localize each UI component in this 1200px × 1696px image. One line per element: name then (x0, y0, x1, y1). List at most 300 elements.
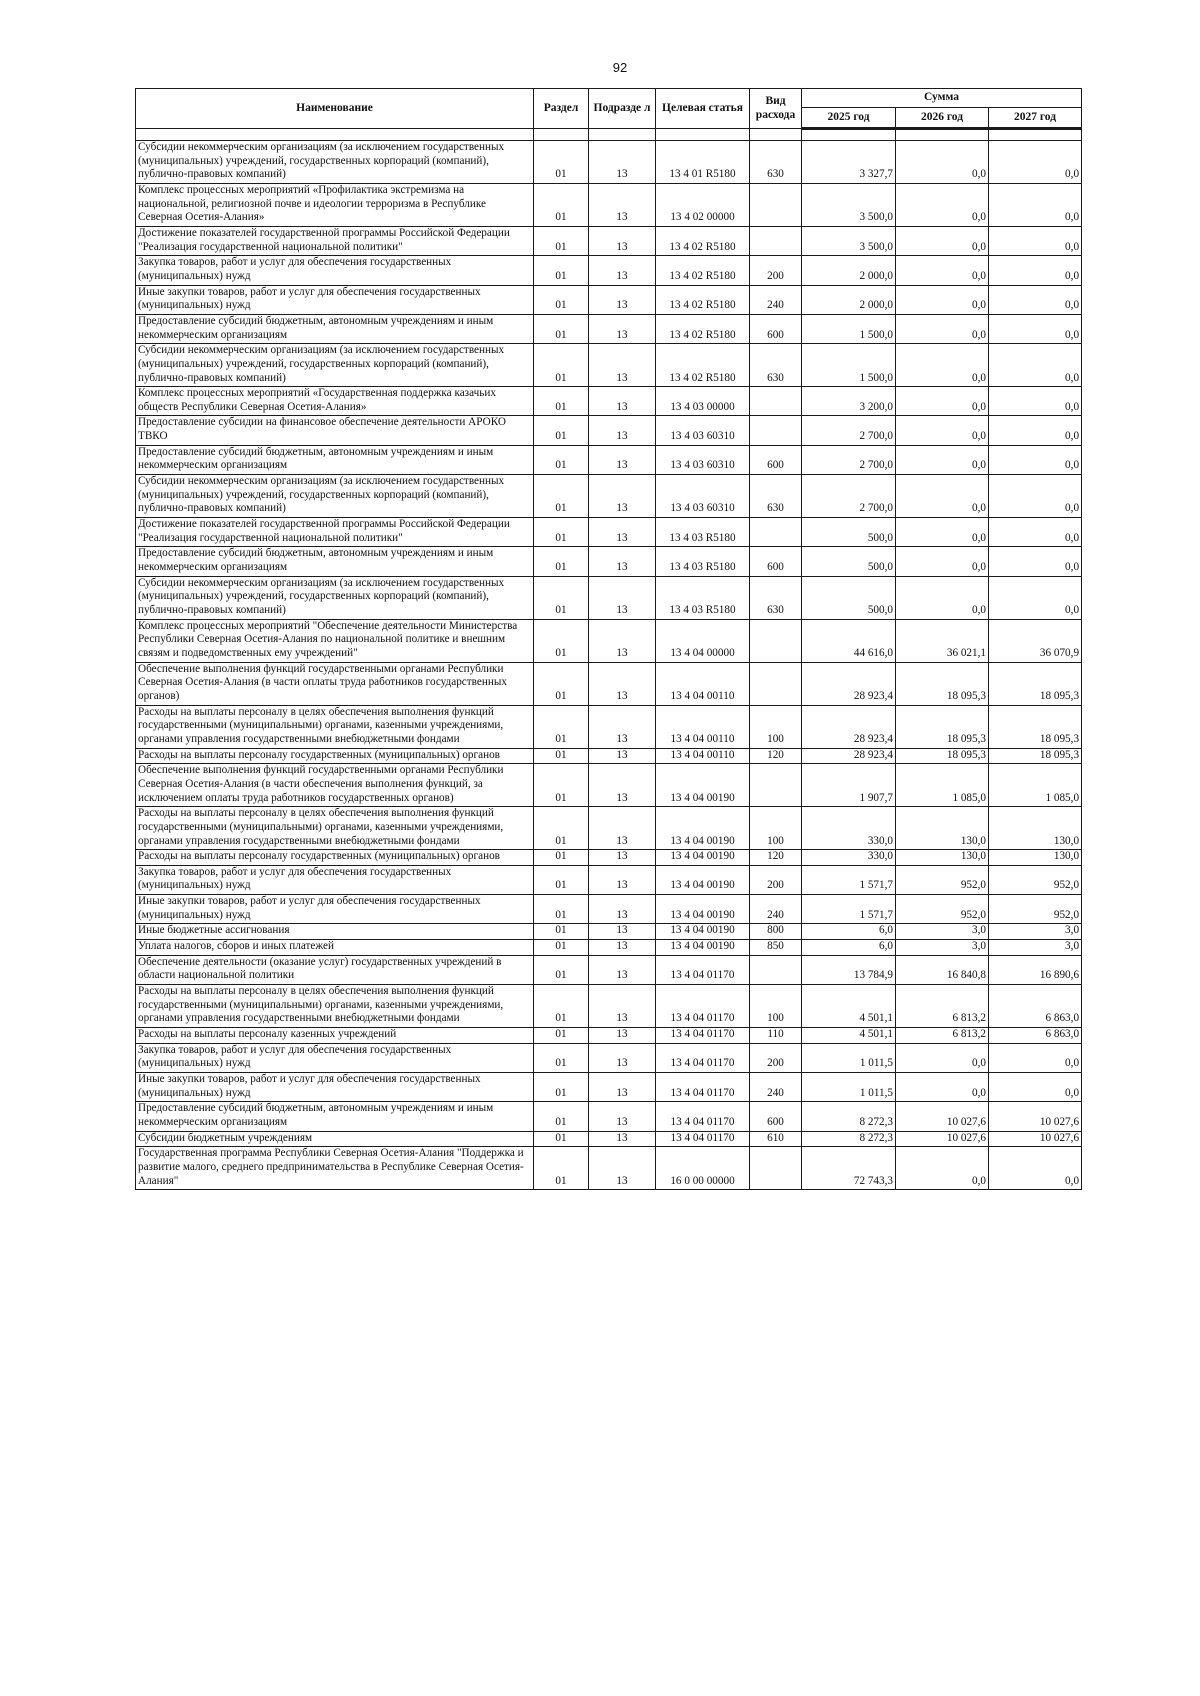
row-section: 01 (534, 256, 589, 285)
row-sum-2025: 500,0 (802, 547, 896, 576)
row-sum-2025: 3 500,0 (802, 183, 896, 226)
row-section: 01 (534, 850, 589, 866)
row-name: Предоставление субсидий бюджетным, автономным учреждениям и иным некоммерческим организациям (136, 1102, 534, 1131)
row-target-article: 13 4 03 60310 (656, 445, 750, 474)
row-sum-2026: 10 027,6 (896, 1102, 989, 1131)
row-target-article: 13 4 04 00110 (656, 662, 750, 705)
row-sum-2025: 4 501,1 (802, 985, 896, 1028)
row-name: Закупка товаров, работ и услуг для обеспечения государственных (муниципальных) нужд (136, 1043, 534, 1072)
row-sum-2026: 952,0 (896, 895, 989, 924)
table-row (136, 619, 1082, 662)
row-name: Расходы на выплаты персоналу в целях обеспечения выполнения функций государственными (муниципальными) органами, казенными учреждениями, органами управления государственными внебюджетными фондами (136, 985, 534, 1028)
row-name: Субсидии некоммерческим организациям (за исключением государственных (муниципальных) учреждений, государственных корпораций (компаний), публично-правовых компаний) (136, 141, 534, 184)
row-subsection: 13 (589, 1043, 656, 1072)
row-expense-type: 240 (750, 895, 802, 924)
row-sum-2027: 0,0 (989, 1073, 1082, 1102)
row-sum-2027: 10 027,6 (989, 1131, 1082, 1147)
table-header (136, 89, 1082, 129)
row-subsection: 13 (589, 1073, 656, 1102)
row-sum-2026: 0,0 (896, 285, 989, 314)
row-section: 01 (534, 1102, 589, 1131)
row-sum-2025: 1 907,7 (802, 764, 896, 807)
row-subsection: 13 (589, 141, 656, 184)
row-expense-type: 100 (750, 985, 802, 1028)
row-sum-2027: 0,0 (989, 183, 1082, 226)
row-sum-2026: 3,0 (896, 924, 989, 940)
row-section: 01 (534, 807, 589, 850)
row-expense-type (750, 764, 802, 807)
row-sum-2026: 130,0 (896, 850, 989, 866)
row-sum-2027: 0,0 (989, 445, 1082, 474)
row-expense-type: 610 (750, 1131, 802, 1147)
row-section: 01 (534, 344, 589, 387)
row-section: 01 (534, 619, 589, 662)
row-sum-2026: 0,0 (896, 445, 989, 474)
row-subsection: 13 (589, 955, 656, 984)
page-number: 92 (612, 60, 628, 75)
row-target-article: 13 4 04 01170 (656, 955, 750, 984)
row-section: 01 (534, 314, 589, 343)
row-sum-2026: 6 813,2 (896, 1028, 989, 1044)
table-row (136, 387, 1082, 416)
row-sum-2027: 36 070,9 (989, 619, 1082, 662)
table-row (136, 344, 1082, 387)
row-sum-2025: 8 272,3 (802, 1102, 896, 1131)
table-row (136, 895, 1082, 924)
row-section: 01 (534, 285, 589, 314)
row-sum-2025: 2 000,0 (802, 285, 896, 314)
row-expense-type: 600 (750, 547, 802, 576)
row-subsection: 13 (589, 387, 656, 416)
row-expense-type: 240 (750, 1073, 802, 1102)
row-subsection: 13 (589, 314, 656, 343)
row-subsection: 13 (589, 416, 656, 445)
row-subsection: 13 (589, 662, 656, 705)
row-name: Достижение показателей государственной программы Российской Федерации "Реализация государственной национальной политики" (136, 518, 534, 547)
row-name: Комплекс процессных мероприятий "Обеспечение деятельности Министерства Республики Северная Осетия-Алания по национальной политике и внешним связям и подведомственных ему учреждений" (136, 619, 534, 662)
row-expense-type: 200 (750, 865, 802, 894)
row-target-article: 13 4 04 00190 (656, 764, 750, 807)
row-sum-2027: 3,0 (989, 924, 1082, 940)
row-section: 01 (534, 662, 589, 705)
row-sum-2025: 330,0 (802, 850, 896, 866)
row-target-article: 13 4 02 R5180 (656, 344, 750, 387)
row-sum-2025: 2 700,0 (802, 445, 896, 474)
table-row (136, 183, 1082, 226)
row-sum-2025: 28 923,4 (802, 662, 896, 705)
row-expense-type: 630 (750, 576, 802, 619)
row-section: 01 (534, 895, 589, 924)
row-sum-2026: 1 085,0 (896, 764, 989, 807)
row-name: Субсидии некоммерческим организациям (за исключением государственных (муниципальных) учреждений, государственных корпораций (компаний), публично-правовых компаний) (136, 576, 534, 619)
row-sum-2025: 1 011,5 (802, 1043, 896, 1072)
row-sum-2027: 0,0 (989, 314, 1082, 343)
row-subsection: 13 (589, 1028, 656, 1044)
row-name: Предоставление субсидий бюджетным, автономным учреждениям и иным некоммерческим организациям (136, 547, 534, 576)
row-target-article: 13 4 03 R5180 (656, 518, 750, 547)
row-section: 01 (534, 1043, 589, 1072)
row-subsection: 13 (589, 705, 656, 748)
table-row (136, 1131, 1082, 1147)
table-row (136, 940, 1082, 956)
row-target-article: 13 4 04 00000 (656, 619, 750, 662)
row-name: Иные закупки товаров, работ и услуг для обеспечения государственных (муниципальных) нужд (136, 285, 534, 314)
row-subsection: 13 (589, 256, 656, 285)
row-sum-2025: 1 571,7 (802, 865, 896, 894)
row-sum-2025: 3 500,0 (802, 226, 896, 255)
table-row (136, 518, 1082, 547)
row-sum-2026: 36 021,1 (896, 619, 989, 662)
row-expense-type: 240 (750, 285, 802, 314)
row-subsection: 13 (589, 518, 656, 547)
row-subsection: 13 (589, 183, 656, 226)
row-sum-2027: 6 863,0 (989, 985, 1082, 1028)
row-sum-2026: 0,0 (896, 518, 989, 547)
row-sum-2027: 0,0 (989, 387, 1082, 416)
row-name: Иные бюджетные ассигнования (136, 924, 534, 940)
row-target-article: 13 4 03 60310 (656, 475, 750, 518)
row-sum-2025: 500,0 (802, 518, 896, 547)
row-subsection: 13 (589, 764, 656, 807)
row-sum-2026: 0,0 (896, 416, 989, 445)
row-sum-2027: 18 095,3 (989, 748, 1082, 764)
row-expense-type (750, 387, 802, 416)
row-sum-2027: 0,0 (989, 226, 1082, 255)
row-subsection: 13 (589, 940, 656, 956)
row-target-article: 13 4 02 R5180 (656, 256, 750, 285)
row-sum-2026: 0,0 (896, 256, 989, 285)
row-expense-type (750, 662, 802, 705)
row-sum-2026: 0,0 (896, 1073, 989, 1102)
row-subsection: 13 (589, 226, 656, 255)
row-sum-2027: 952,0 (989, 865, 1082, 894)
row-sum-2027: 0,0 (989, 518, 1082, 547)
row-target-article: 13 4 04 00190 (656, 895, 750, 924)
table-row (136, 314, 1082, 343)
row-name: Расходы на выплаты персоналу в целях обеспечения выполнения функций государственными (муниципальными) органами, казенными учреждениями, органами управления государственными внебюджетными фондами (136, 705, 534, 748)
row-target-article: 13 4 04 00190 (656, 807, 750, 850)
row-section: 01 (534, 387, 589, 416)
row-subsection: 13 (589, 619, 656, 662)
row-expense-type: 630 (750, 141, 802, 184)
row-sum-2027: 18 095,3 (989, 662, 1082, 705)
header-sum: Сумма (802, 89, 1082, 108)
row-name: Уплата налогов, сборов и иных платежей (136, 940, 534, 956)
row-subsection: 13 (589, 445, 656, 474)
row-sum-2025: 6,0 (802, 924, 896, 940)
row-target-article: 13 4 04 00110 (656, 748, 750, 764)
table-row (136, 1147, 1082, 1190)
row-sum-2027: 18 095,3 (989, 705, 1082, 748)
row-target-article: 13 4 04 00190 (656, 865, 750, 894)
table-row (136, 256, 1082, 285)
row-expense-type: 850 (750, 940, 802, 956)
table-row (136, 924, 1082, 940)
row-expense-type: 600 (750, 1102, 802, 1131)
row-sum-2026: 18 095,3 (896, 662, 989, 705)
row-sum-2025: 1 500,0 (802, 344, 896, 387)
row-sum-2025: 330,0 (802, 807, 896, 850)
row-sum-2025: 13 784,9 (802, 955, 896, 984)
row-sum-2026: 0,0 (896, 387, 989, 416)
table-row (136, 1043, 1082, 1072)
row-sum-2025: 1 500,0 (802, 314, 896, 343)
table-row (136, 285, 1082, 314)
row-target-article: 13 4 04 00190 (656, 924, 750, 940)
table-row (136, 764, 1082, 807)
header-year-2026: 2026 год (896, 108, 989, 129)
row-section: 01 (534, 445, 589, 474)
row-sum-2025: 4 501,1 (802, 1028, 896, 1044)
row-sum-2027: 1 085,0 (989, 764, 1082, 807)
row-target-article: 13 4 01 R5180 (656, 141, 750, 184)
table-row (136, 865, 1082, 894)
header-target-article: Целевая статья (656, 89, 750, 129)
row-name: Предоставление субсидии на финансовое обеспечение деятельности АРОКО ТВКО (136, 416, 534, 445)
row-section: 01 (534, 576, 589, 619)
row-sum-2025: 3 200,0 (802, 387, 896, 416)
row-name: Комплекс процессных мероприятий «Государственная поддержка казачьих обществ Республики Северная Осетия-Алания» (136, 387, 534, 416)
row-name: Обеспечение выполнения функций государственными органами Республики Северная Осетия-Алания (в части оплаты труда работников государственных органов) (136, 662, 534, 705)
row-subsection: 13 (589, 576, 656, 619)
row-sum-2026: 0,0 (896, 183, 989, 226)
row-sum-2027: 0,0 (989, 1147, 1082, 1190)
row-sum-2026: 6 813,2 (896, 985, 989, 1028)
row-sum-2026: 10 027,6 (896, 1131, 989, 1147)
row-expense-type (750, 1147, 802, 1190)
row-target-article: 13 4 02 R5180 (656, 285, 750, 314)
row-target-article: 16 0 00 00000 (656, 1147, 750, 1190)
table-row (136, 1073, 1082, 1102)
row-name: Предоставление субсидий бюджетным, автономным учреждениям и иным некоммерческим организациям (136, 314, 534, 343)
row-target-article: 13 4 04 01170 (656, 1102, 750, 1131)
row-expense-type (750, 416, 802, 445)
table-row (136, 576, 1082, 619)
row-subsection: 13 (589, 924, 656, 940)
row-target-article: 13 4 04 01170 (656, 1073, 750, 1102)
row-subsection: 13 (589, 748, 656, 764)
header-expense-type: Вид расхода (750, 89, 802, 129)
row-sum-2025: 28 923,4 (802, 748, 896, 764)
table-row (136, 416, 1082, 445)
row-section: 01 (534, 226, 589, 255)
row-target-article: 13 4 04 00110 (656, 705, 750, 748)
row-section: 01 (534, 865, 589, 894)
row-subsection: 13 (589, 895, 656, 924)
row-sum-2027: 0,0 (989, 547, 1082, 576)
row-subsection: 13 (589, 547, 656, 576)
row-sum-2027: 16 890,6 (989, 955, 1082, 984)
table-row (136, 445, 1082, 474)
row-target-article: 13 4 03 00000 (656, 387, 750, 416)
row-name: Субсидии бюджетным учреждениям (136, 1131, 534, 1147)
row-sum-2026: 0,0 (896, 1147, 989, 1190)
row-name: Государственная программа Республики Северная Осетия-Алания "Поддержка и развитие малого, среднего предпринимательства в Республике Северная Осетия-Алания" (136, 1147, 534, 1190)
row-section: 01 (534, 475, 589, 518)
row-subsection: 13 (589, 807, 656, 850)
row-expense-type (750, 955, 802, 984)
row-section: 01 (534, 705, 589, 748)
row-sum-2025: 6,0 (802, 940, 896, 956)
row-sum-2026: 3,0 (896, 940, 989, 956)
row-target-article: 13 4 03 R5180 (656, 547, 750, 576)
row-section: 01 (534, 547, 589, 576)
row-target-article: 13 4 04 01170 (656, 1028, 750, 1044)
row-name: Комплекс процессных мероприятий «Профилактика экстремизма на национальной, религиозной почве и идеологии терроризма в Республике Северная Осетия-Алания» (136, 183, 534, 226)
header-year-2025: 2025 год (802, 108, 896, 129)
row-expense-type: 100 (750, 807, 802, 850)
row-sum-2027: 0,0 (989, 416, 1082, 445)
row-expense-type (750, 226, 802, 255)
row-sum-2027: 952,0 (989, 895, 1082, 924)
row-subsection: 13 (589, 1131, 656, 1147)
row-section: 01 (534, 1131, 589, 1147)
row-name: Расходы на выплаты персоналу в целях обеспечения выполнения функций государственными (муниципальными) органами, казенными учреждениями, органами управления государственными внебюджетными фондами (136, 807, 534, 850)
row-target-article: 13 4 03 60310 (656, 416, 750, 445)
row-section: 01 (534, 764, 589, 807)
row-sum-2026: 0,0 (896, 314, 989, 343)
row-sum-2026: 0,0 (896, 141, 989, 184)
table-row (136, 955, 1082, 984)
row-name: Субсидии некоммерческим организациям (за исключением государственных (муниципальных) учреждений, государственных корпораций (компаний), публично-правовых компаний) (136, 344, 534, 387)
table-row (136, 662, 1082, 705)
row-sum-2025: 2 700,0 (802, 475, 896, 518)
row-target-article: 13 4 02 R5180 (656, 314, 750, 343)
table-row (136, 985, 1082, 1028)
table-row (136, 748, 1082, 764)
row-sum-2025: 8 272,3 (802, 1131, 896, 1147)
row-sum-2026: 0,0 (896, 475, 989, 518)
row-sum-2027: 0,0 (989, 475, 1082, 518)
row-sum-2026: 0,0 (896, 576, 989, 619)
table-row (136, 475, 1082, 518)
row-sum-2027: 0,0 (989, 285, 1082, 314)
row-name: Достижение показателей государственной программы Российской Федерации "Реализация государственной национальной политики" (136, 226, 534, 255)
row-expense-type: 110 (750, 1028, 802, 1044)
row-sum-2027: 0,0 (989, 141, 1082, 184)
row-section: 01 (534, 940, 589, 956)
table-row (136, 850, 1082, 866)
budget-table (135, 88, 1082, 1190)
row-sum-2026: 0,0 (896, 1043, 989, 1072)
row-subsection: 13 (589, 285, 656, 314)
row-sum-2027: 10 027,6 (989, 1102, 1082, 1131)
table-row (136, 141, 1082, 184)
table-row (136, 705, 1082, 748)
row-sum-2027: 3,0 (989, 940, 1082, 956)
row-sum-2025: 72 743,3 (802, 1147, 896, 1190)
row-name: Субсидии некоммерческим организациям (за исключением государственных (муниципальных) учреждений, государственных корпораций (компаний), публично-правовых компаний) (136, 475, 534, 518)
row-sum-2026: 0,0 (896, 547, 989, 576)
row-sum-2025: 500,0 (802, 576, 896, 619)
table-row (136, 1102, 1082, 1131)
row-target-article: 13 4 04 00190 (656, 850, 750, 866)
row-name: Закупка товаров, работ и услуг для обеспечения государственных (муниципальных) нужд (136, 256, 534, 285)
row-sum-2026: 130,0 (896, 807, 989, 850)
row-subsection: 13 (589, 344, 656, 387)
row-name: Расходы на выплаты персоналу государственных (муниципальных) органов (136, 748, 534, 764)
row-expense-type (750, 518, 802, 547)
row-expense-type (750, 619, 802, 662)
row-expense-type: 600 (750, 314, 802, 343)
row-name: Предоставление субсидий бюджетным, автономным учреждениям и иным некоммерческим организациям (136, 445, 534, 474)
row-section: 01 (534, 518, 589, 547)
row-expense-type: 600 (750, 445, 802, 474)
row-sum-2026: 18 095,3 (896, 748, 989, 764)
row-section: 01 (534, 955, 589, 984)
row-sum-2025: 2 000,0 (802, 256, 896, 285)
row-name: Обеспечение деятельности (оказание услуг) государственных учреждений в области национальной политики (136, 955, 534, 984)
row-target-article: 13 4 04 01170 (656, 1131, 750, 1147)
row-section: 01 (534, 985, 589, 1028)
header-name: Наименование (136, 89, 534, 129)
row-sum-2027: 0,0 (989, 1043, 1082, 1072)
row-subsection: 13 (589, 475, 656, 518)
table-row (136, 547, 1082, 576)
row-target-article: 13 4 04 01170 (656, 985, 750, 1028)
row-target-article: 13 4 04 00190 (656, 940, 750, 956)
row-subsection: 13 (589, 865, 656, 894)
row-sum-2027: 0,0 (989, 344, 1082, 387)
row-sum-2026: 18 095,3 (896, 705, 989, 748)
row-expense-type: 630 (750, 344, 802, 387)
row-section: 01 (534, 1028, 589, 1044)
table-row (136, 226, 1082, 255)
row-section: 01 (534, 141, 589, 184)
table-body (136, 129, 1082, 1190)
row-subsection: 13 (589, 850, 656, 866)
row-sum-2026: 952,0 (896, 865, 989, 894)
table-row (136, 1028, 1082, 1044)
row-subsection: 13 (589, 1147, 656, 1190)
header-year-2027: 2027 год (989, 108, 1082, 129)
row-sum-2025: 3 327,7 (802, 141, 896, 184)
spacer-row (136, 129, 1082, 141)
row-expense-type: 120 (750, 748, 802, 764)
row-expense-type: 630 (750, 475, 802, 518)
row-sum-2027: 0,0 (989, 256, 1082, 285)
row-name: Обеспечение выполнения функций государственными органами Республики Северная Осетия-Алания (в части обеспечения выполнения функций, за исключением оплаты труда работников государственных органов) (136, 764, 534, 807)
table-row (136, 807, 1082, 850)
row-name: Расходы на выплаты персоналу казенных учреждений (136, 1028, 534, 1044)
row-expense-type: 120 (750, 850, 802, 866)
row-section: 01 (534, 1073, 589, 1102)
row-name: Иные закупки товаров, работ и услуг для обеспечения государственных (муниципальных) нужд (136, 1073, 534, 1102)
row-expense-type: 100 (750, 705, 802, 748)
row-expense-type: 800 (750, 924, 802, 940)
row-section: 01 (534, 748, 589, 764)
row-sum-2025: 1 571,7 (802, 895, 896, 924)
row-name: Иные закупки товаров, работ и услуг для обеспечения государственных (муниципальных) нужд (136, 895, 534, 924)
row-section: 01 (534, 183, 589, 226)
row-sum-2026: 16 840,8 (896, 955, 989, 984)
row-target-article: 13 4 04 01170 (656, 1043, 750, 1072)
row-subsection: 13 (589, 1102, 656, 1131)
row-subsection: 13 (589, 985, 656, 1028)
row-target-article: 13 4 02 R5180 (656, 226, 750, 255)
row-sum-2025: 2 700,0 (802, 416, 896, 445)
row-sum-2027: 6 863,0 (989, 1028, 1082, 1044)
header-subsection: Подразде л (589, 89, 656, 129)
header-section: Раздел (534, 89, 589, 129)
row-target-article: 13 4 03 R5180 (656, 576, 750, 619)
row-sum-2025: 28 923,4 (802, 705, 896, 748)
row-name: Расходы на выплаты персоналу государственных (муниципальных) органов (136, 850, 534, 866)
row-sum-2026: 0,0 (896, 226, 989, 255)
row-expense-type: 200 (750, 1043, 802, 1072)
row-sum-2025: 44 616,0 (802, 619, 896, 662)
row-expense-type (750, 183, 802, 226)
